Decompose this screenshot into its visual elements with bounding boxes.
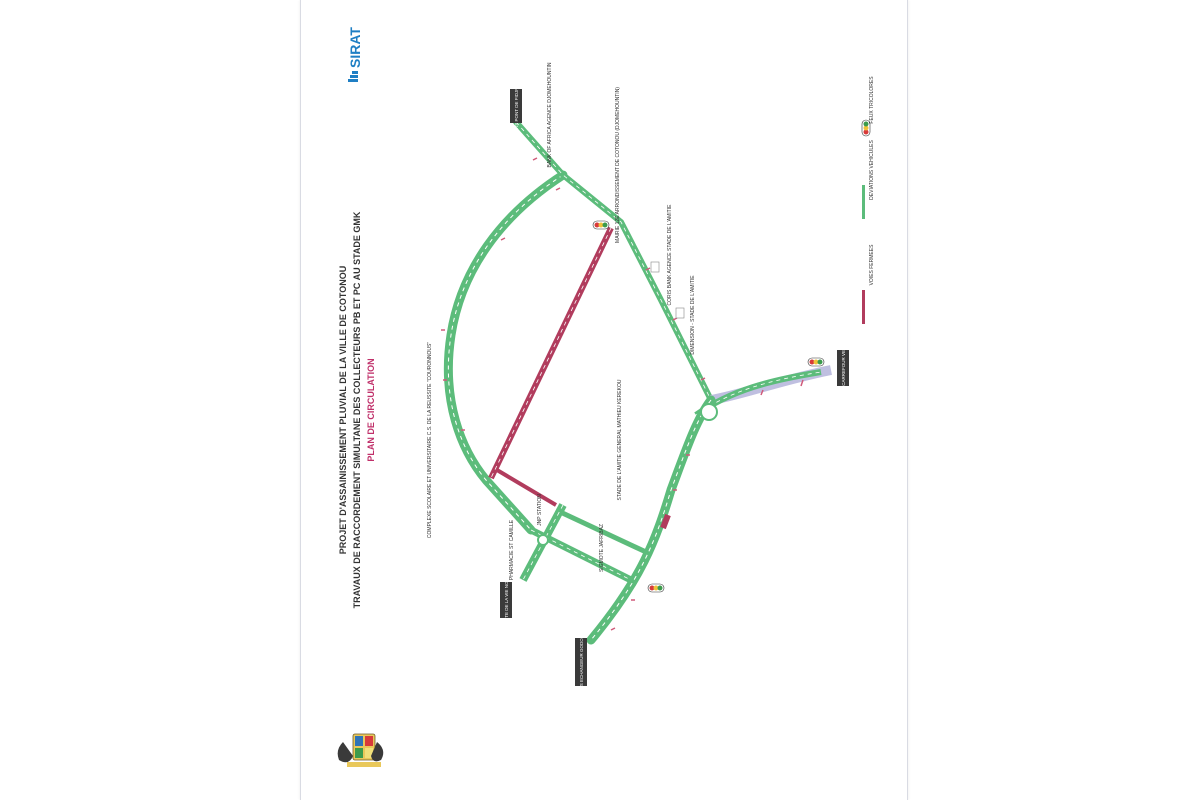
map-sheet [300, 0, 908, 800]
legend-lights-label: FEUX TRICOLORES [869, 76, 875, 124]
legend-closed-roads [862, 244, 875, 324]
legend-traffic-lights [862, 76, 875, 136]
title-block [338, 211, 376, 608]
label-stade: STADE DE L'AMITIE GENERAL MATHIEU KEREKOU [617, 379, 623, 501]
label-sigmote: SIGMOTE JAFRIBAZ [599, 523, 605, 573]
detour-road-southeast-curve [591, 400, 711, 640]
label-complexe-scolaire: COMPLEXE SCOLAIRE ET UNIVERSITAIRE C.S. DE LA REUSSITE "COURONNOUS" [427, 341, 433, 539]
title-line-1: PROJET D'ASSAINISSEMENT PLUVIAL DE LA VILLE DE COTONOU [338, 265, 348, 555]
traffic-light-north [593, 221, 609, 229]
legend-detours [862, 140, 875, 219]
traffic-light-east [808, 358, 824, 366]
traffic-light-south [648, 584, 664, 592]
title-line-3: PLAN DE CIRCULATION [366, 358, 376, 462]
direction-tag-fidjrosse-label: VERS PONT DE FIDJROSSE [514, 75, 519, 135]
roundabout-east [701, 404, 717, 420]
label-jnp-station: JNP STATION [537, 494, 543, 526]
building-coris-bank [651, 262, 659, 272]
label-bank-of-africa: BANK OF AFRICA AGENCE DJOMEHOUNTIN [547, 62, 553, 168]
coat-of-arms-emblem [338, 734, 384, 767]
legend-detour-label: DEVIATIONS VEHICULES [869, 140, 875, 200]
title-line-2: TRAVAUX DE RACCORDEMENT SIMULTANE DES COLLECTEURS PB ET PC AU STADE GMK [352, 211, 362, 609]
building-dimension [676, 308, 684, 318]
label-mairie: MAIRIE 12E ARRONDISSEMENT DE COTONOU (DJOMEHOUNTIN) [615, 87, 621, 243]
direction-tag-godomey [575, 628, 587, 695]
direction-tag-godomey-label: VERS ECHANGEUR GODOMEY [579, 628, 584, 696]
direction-tag-vedoko [837, 336, 849, 399]
sirat-logo-text: SIRAT [347, 27, 363, 68]
legend-closed-label: VOIES FERMEES [869, 244, 875, 286]
sirat-logo-mark [348, 71, 358, 82]
circulation-plan-map [301, 0, 907, 800]
label-dimension: DIMENSION - STADE DE L'AMITIE [690, 275, 696, 355]
label-coris-bank: CORIS BANK AGENCE STADE DE L'AMITIE [667, 204, 673, 306]
sirat-logo [347, 27, 363, 82]
legend [862, 76, 875, 324]
direction-tag-vie-nouvelle-label: VERS CITE DE LA VIE NOUVELLE [504, 564, 509, 636]
direction-tag-vedoko-label: VERS CARREFOUR VEDOKO [841, 336, 846, 400]
road-network [441, 122, 831, 640]
label-pharmacie: PHARMACIE ST CAMILLE [509, 519, 515, 581]
roundabout [538, 535, 548, 545]
